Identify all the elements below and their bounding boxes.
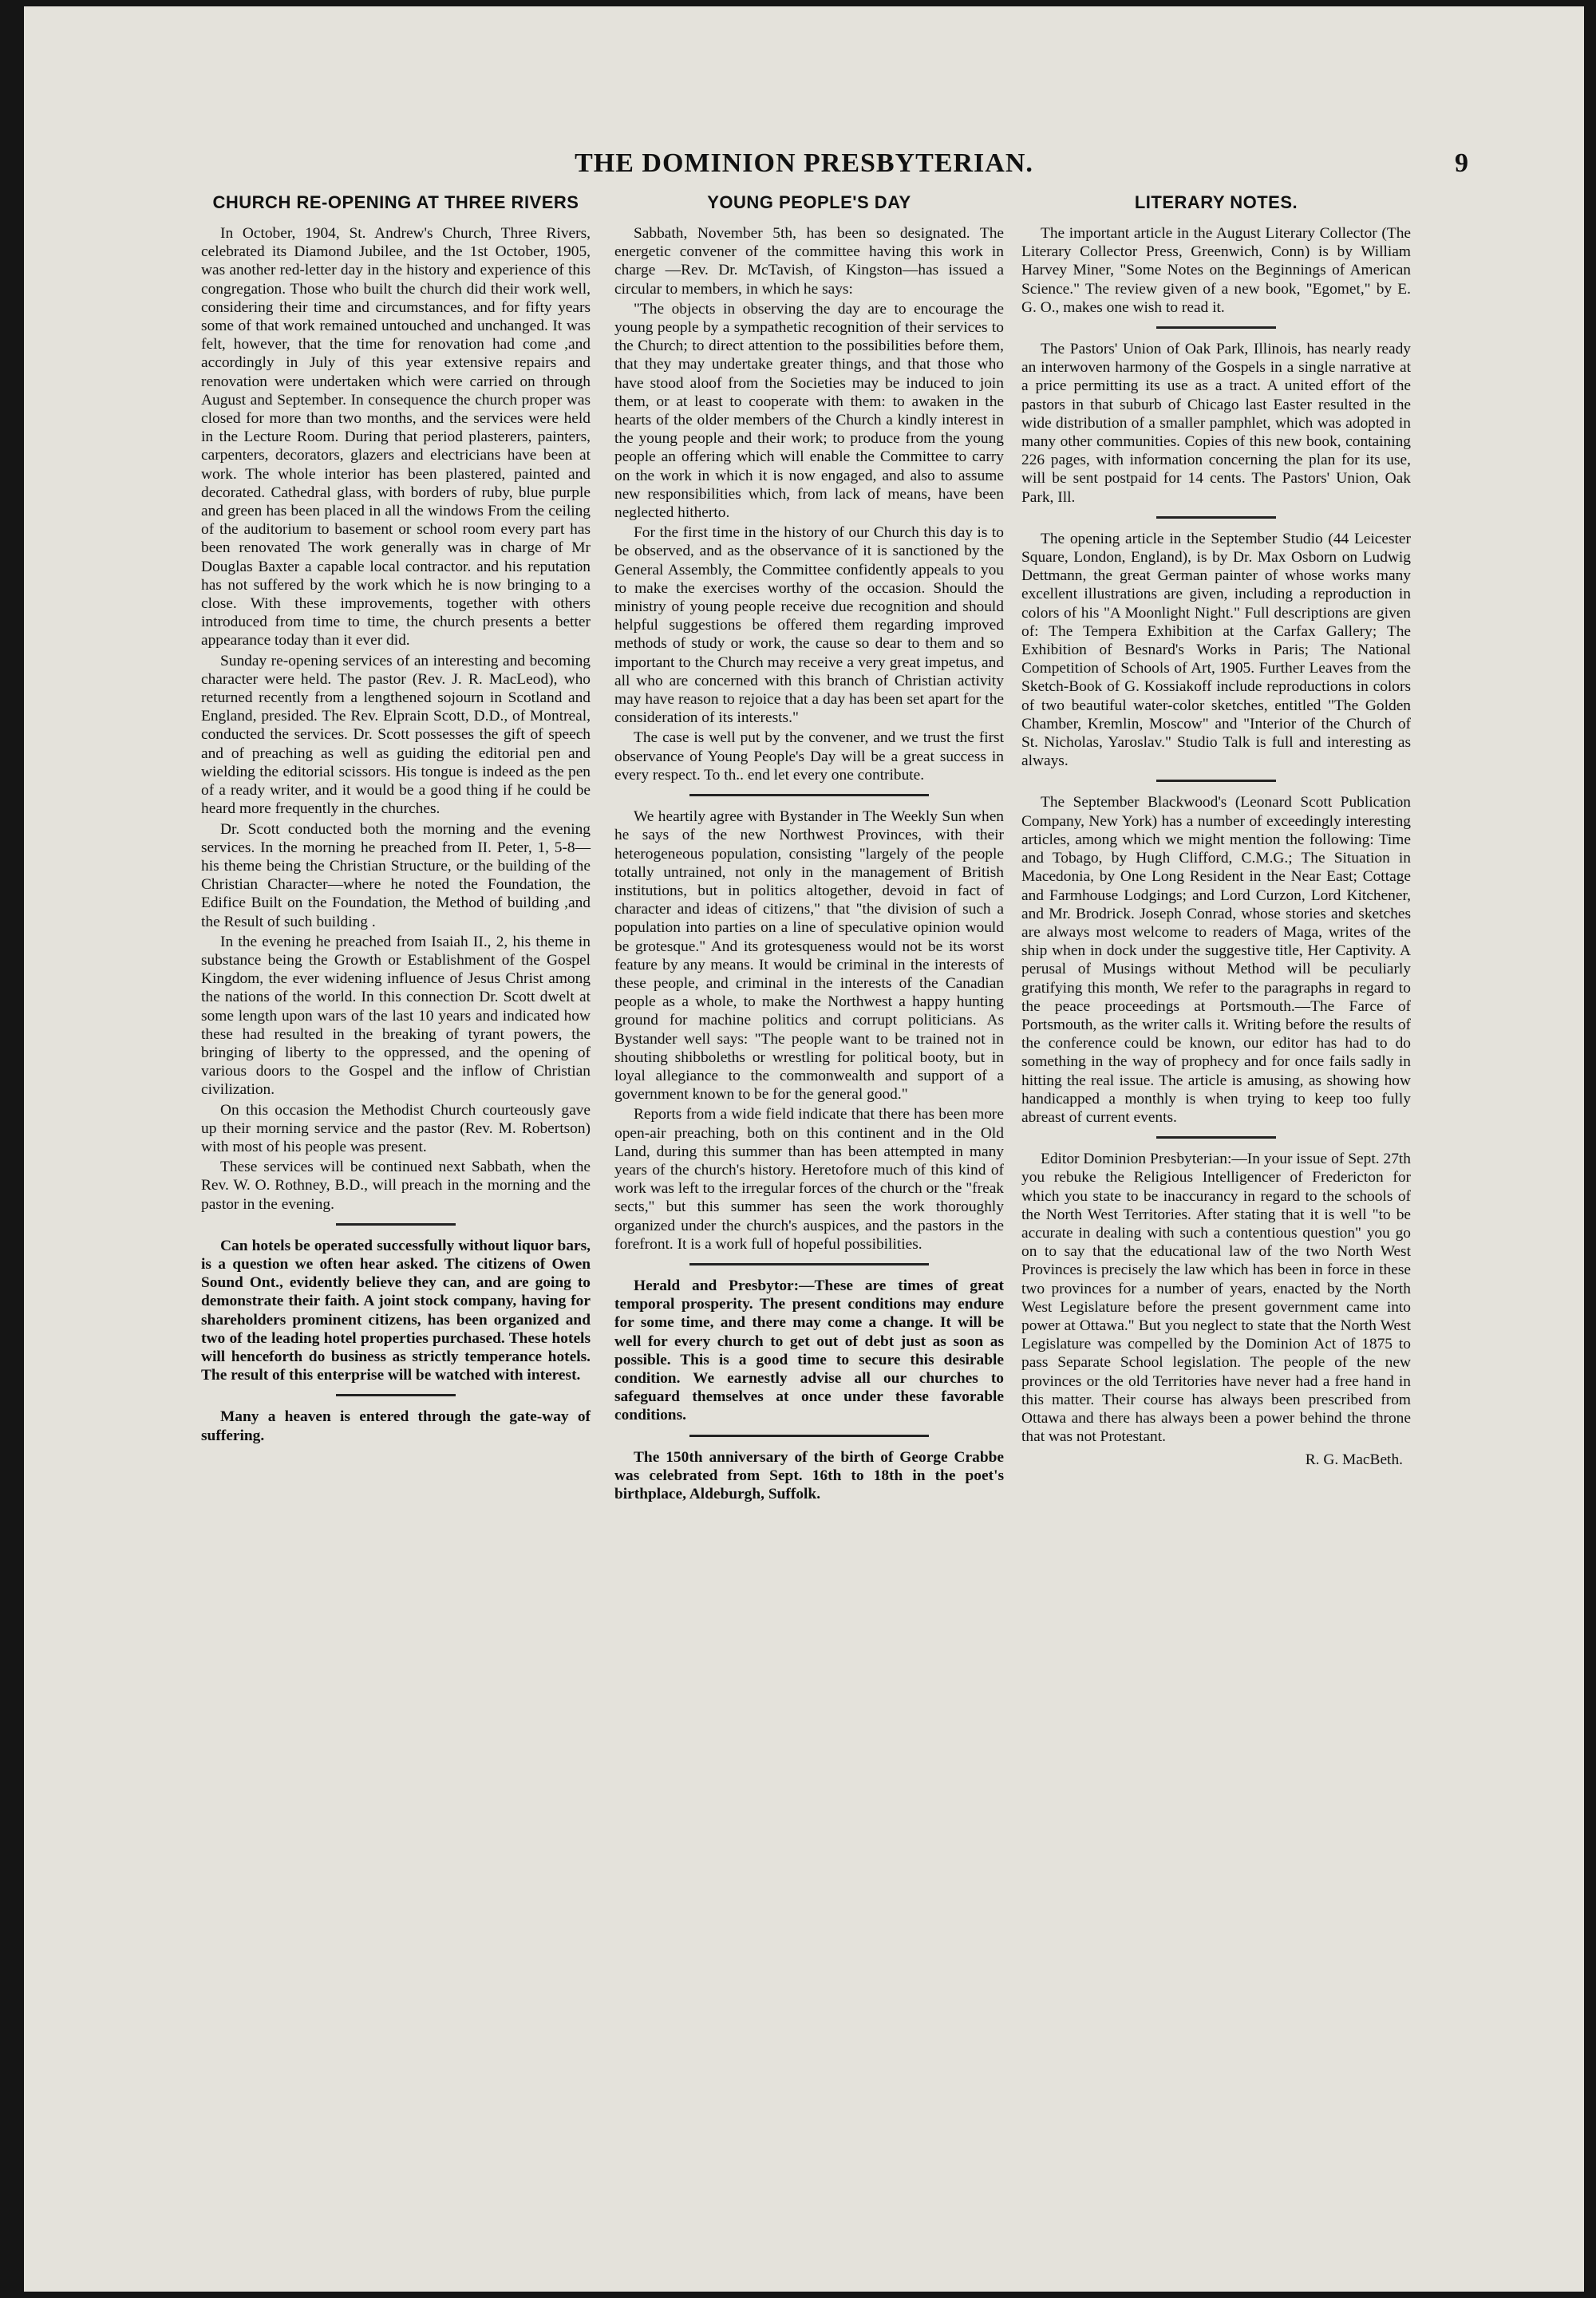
page-number: 9 xyxy=(1455,148,1468,178)
paragraph-herald: Herald and Presbytor:—These are times of great temporal prosperity. The present conditions may endure for some time, and there may come a change. It will be well for every church to get out of debt just as soon as possible. This is a good time to secure this desirable condition. We earnestly advise all our churches to safeguard themselves at once under these favorable conditions. xyxy=(614,1277,1004,1424)
paragraph-crabbe: The 150th anniversary of the birth of George Crabbe was celebrated from Sept. 16th to 18th in the poet's birthplace, Aldeburgh, Suffolk. xyxy=(614,1448,1004,1502)
section-divider xyxy=(1156,780,1276,782)
paragraph: In the evening he preached from Isaiah II., 2, his theme in substance being the Growth or Establishment of the Gospel Kingdom, the ever widening influence of Jesus Christ among the nations of the world. In this connection Dr. Scott dwelt at some length upon wars of the last 10 years and indicated how these had resulted in the breaking of tyrant powers, the bringing of liberty to the oppressed, and the opening of various doors to the Gospel and the inflow of Christian civilization. xyxy=(201,933,591,1099)
newspaper-page xyxy=(24,6,1584,2292)
article-heading-literary-notes: LITERARY NOTES. xyxy=(1134,192,1298,212)
section-divider xyxy=(689,1263,929,1265)
paragraph: For the first time in the history of our Church this day is to be observed, and as the observance of it is sanctioned by the General Assembly, the Committee confidently appeals to you to make the exercises worthy of the occasion. Should the ministry of young people receive due recognition and should helpful suggestions be offered them regarding improved methods of study or work, the cause so dear to them and so important to the Church may receive a very great impetus, and all who are concerned with this branch of Christian activity may have reason to rejoice that a day has been set apart for the consideration of its interests." xyxy=(614,524,1004,727)
section-divider xyxy=(336,1223,456,1226)
paragraph: Sabbath, November 5th, has been so designated. The energetic convener of the committee having this work in charge —Rev. Dr. McTavish, of Kingston—has issued a circular to members, in which he says: xyxy=(614,225,1004,298)
paragraph-bystander: We heartily agree with Bystander in The Weekly Sun when he says of the new Northwest Provinces, with their heterogeneous population, consisting "largely of the people totally untrained, not only in the management of British institutions, but in politics altogether, devoid in fact of character and ideas of citizens," that "the division of such a population into parties on a line of speculative opinion would be grotesque." And its grotesqueness would not be its worst feature by any means. It would be criminal in the interests of these people, and criminal in the interests of the Canadian people as a whole, to make the Northwest a happy hunting ground for machine politics and corrupt politicians. As Bystander well says: "The people want to be trained not in shouting shibboleths or wrestling for political booty, but in loyal allegiance to the commonwealth and support of a government known to be for the general good." xyxy=(614,808,1004,1104)
section-divider xyxy=(1156,1136,1276,1139)
paragraph-hotels: Can hotels be operated successfully without liquor bars, is a question we often hear asked. The citizens of Owen Sound Ont., evidently believe they can, and are going to demonstrate their faith. A joint stock company, having for shareholders prominent citizens, has been organized and two of the leading hotel properties purchased. These hotels will henceforth do business as strictly temperance hotels. The result of this enterprise will be watched with interest. xyxy=(201,1237,591,1384)
paragraph: Sunday re-opening services of an interesting and becoming character were held. The pastor (Rev. J. R. MacLeod), who returned recently from a lengthened sojourn in Scotland and England, presided. The Rev. Elprain Scott, D.D., of Montreal, conducted the services. Dr. Scott possesses the gift of speech and of preaching as well as guiding the editorial pen and wielding the editorial scissors. His tongue is indeed as the pen of a ready writer, and it would be a good thing if he could be heard more frequently in the churches. xyxy=(201,652,591,818)
paragraph: Dr. Scott conducted both the morning and the evening services. In the morning he preached from II. Peter, 1, 5-8—his theme being the Christian Structure, or the building of the Christian Character—where he noted the Foundation, the Edifice Built on the Foundation, the Method of building ,and the Result of such building . xyxy=(201,820,591,930)
paragraph: The case is well put by the convener, and we trust the first observance of Young People's Day will be a great success in every respect. To th.. end let every one contribute. xyxy=(614,729,1004,784)
paragraph: The opening article in the September Studio (44 Leicester Square, London, England), is by Dr. Max Osborn on Ludwig Dettmann, the great German painter of whose works many excellent illustrations are given, including a reproduction in colors of his "A Moonlight Night." Full descriptions are given of: The Tempera Exhibition at the Carfax Gallery; The Exhibition of Besnard's Works in Paris; The National Competition of Schools of Art, 1905. Further Leaves from the Sketch-Book of G. Kossiakoff include reproductions in colors of two beautiful water-color sketches, entitled "The Golden Chamber, Kremlin, Moscow" and "Interior of the Church of St. Nicholas, Yaroslav." Studio Talk is full and interesting as always. xyxy=(1021,530,1411,770)
paragraph: These services will be continued next Sabbath, when the Rev. W. O. Rothney, B.D., will preach in the morning and the pastor in the evening. xyxy=(201,1159,591,1213)
paragraph: The important article in the August Literary Collector (The Literary Collector Press, Greenwich, Conn) is by William Harvey Miner, "Some Notes on the Beginnings of American Science." The review given of a new book, "Egomet," by E. G. O., makes one wish to read it. xyxy=(1021,225,1411,316)
section-divider xyxy=(689,1435,929,1437)
paragraph: The September Blackwood's (Leonard Scott Publication Company, New York) has a number of exceedingly interesting articles, among which we might mention the following: Time and Tobago, by Hugh Clifford, C.M.G.; The Situation in Macedonia, by One Long Resident in the Near East; Cottage and Farmhouse Lodgings; and Lord Curzon, Lord Kitchener, and Mr. Brodrick. Joseph Conrad, whose stories and sketches are always most welcome to readers of Maga, writes of the ship when in dock under the suggestive title, Her Captivity. A perusal of Musings without Method will be peculiarly gratifying this month, We refer to the paragraphs in regard to the peace proceedings at Portsmouth.—The Farce of Portsmouth, as the writer calls it. Writing before the results of the conference could be known, our editor has had to do something in the way of prophecy and for once fails sadly in hitting the real issue. The article is amusing, as showing how handicapped a monthly is when trying to keep too fully abreast of current events. xyxy=(1021,794,1411,1126)
column-3 xyxy=(1021,192,1411,1471)
paragraph: "The objects in observing the day are to encourage the young people by a sympathetic recognition of their services to the Church; to direct attention to the possibilities before them, that they may undertake greater things, and that those who have stood aloof from the Societies may be induced to join them, or at least to cooperate with them: to awaken in the hearts of the older members of the Church a kindly interest in the young people and their work; to produce from the young people an offering which will enable the Committee to carry on the work in which it is now engaged, and also to assume new responsibilities which, from lack of means, have been neglected hitherto. xyxy=(614,300,1004,522)
section-divider xyxy=(1156,516,1276,519)
article-heading-young-peoples-day: YOUNG PEOPLE'S DAY xyxy=(707,192,911,212)
paragraph: On this occasion the Methodist Church courteously gave up their morning service and the pastor (Rev. M. Robertson) with most of his people was present. xyxy=(201,1101,591,1155)
signature: R. G. MacBeth. xyxy=(1305,1451,1403,1469)
paragraph-letter: Editor Dominion Presbyterian:—In your issue of Sept. 27th you rebuke the Religious Intelligencer of Fredericton for which you state to be inaccurancy in regard to the schools of the North West Territories. After stating that it is well "to be accurate in dealing with such a contentious question" you go on to say that the educational law of the two North West Provinces is precisely the law which has been in force in these two provinces for a number of years, enacted by the North West Legislature before the present government came into power at Ottawa." But you neglect to state that the North West Legislature was compelled by the Dominion Act of 1875 to pass Separate School legislation. The people of the new provinces or the old Territories have never had a free hand in this matter. Their course has always been prescribed from Ottawa and there has always been a power behind the throne that was not Protestant. xyxy=(1021,1151,1411,1446)
paragraph-open-air: Reports from a wide field indicate that there has been more open-air preaching, both on this continent and in the Old Land, during this summer than has been attempted in many years of the church's history. Heretofore much of this kind of work was left to the irregular forces of the church or the "freak sects," but this summer has seen the work thoroughly organized under the church's auspices, and the pastors in the forefront. It is a work full of hopeful possibilities. xyxy=(614,1106,1004,1253)
paragraph: In October, 1904, St. Andrew's Church, Three Rivers, celebrated its Diamond Jubilee, and the 1st October, 1905, was another red-letter day in the history and experience of this congregation. Those who built the church did their work well, considering their time and circumstances, and for fifty years some of that work remained untouched and unchanged. It was felt, however, that the time for renovation had come ,and accordingly in July of this year extensive repairs and renovation were undertaken which were carried on through August and September. In consequence the church proper was closed for more than two months, and the services were held in the Lecture Room. During that period plasterers, painters, carpenters, decorators, glazers and electricians have been at work. The whole interior has been plastered, painted and decorated. Cathedral glass, with borders of ruby, blue purple and green has been placed in all the windows From the ceiling of the auditorium to basement or school room every part has been renovated The work generally was in charge of Mr Douglas Baxter a capable local contractor. and his reputation has not suffered by the work which he is now bringing to a close. With these improvements, together with others introduced from time to time, the church presents a better appearance today than it ever did. xyxy=(201,225,591,650)
column-1 xyxy=(201,192,591,1447)
article-heading-church-reopening: CHURCH RE-OPENING AT THREE RIVERS xyxy=(212,192,579,212)
section-divider xyxy=(689,794,929,796)
masthead xyxy=(24,142,1584,182)
section-divider xyxy=(1156,326,1276,329)
column-2 xyxy=(614,192,1004,1505)
paragraph: The Pastors' Union of Oak Park, Illinois, has nearly ready an interwoven harmony of the Gospels in a single narrative at a price permitting its use as a tract. A united effort of the pastors in that suburb of Chicago last Easter resulted in the wide distribution of a smaller pamphlet, which was adopted in many other communities. Copies of this new book, containing 226 pages, with information concerning the plan for its use, will be sent postpaid for 14 cents. The Pastors' Union, Oak Park, Ill. xyxy=(1021,341,1411,506)
section-divider xyxy=(336,1394,456,1396)
paragraph-heaven: Many a heaven is entered through the gate-way of suffering. xyxy=(201,1408,591,1444)
newspaper-title: THE DOMINION PRESBYTERIAN. xyxy=(575,148,1033,178)
